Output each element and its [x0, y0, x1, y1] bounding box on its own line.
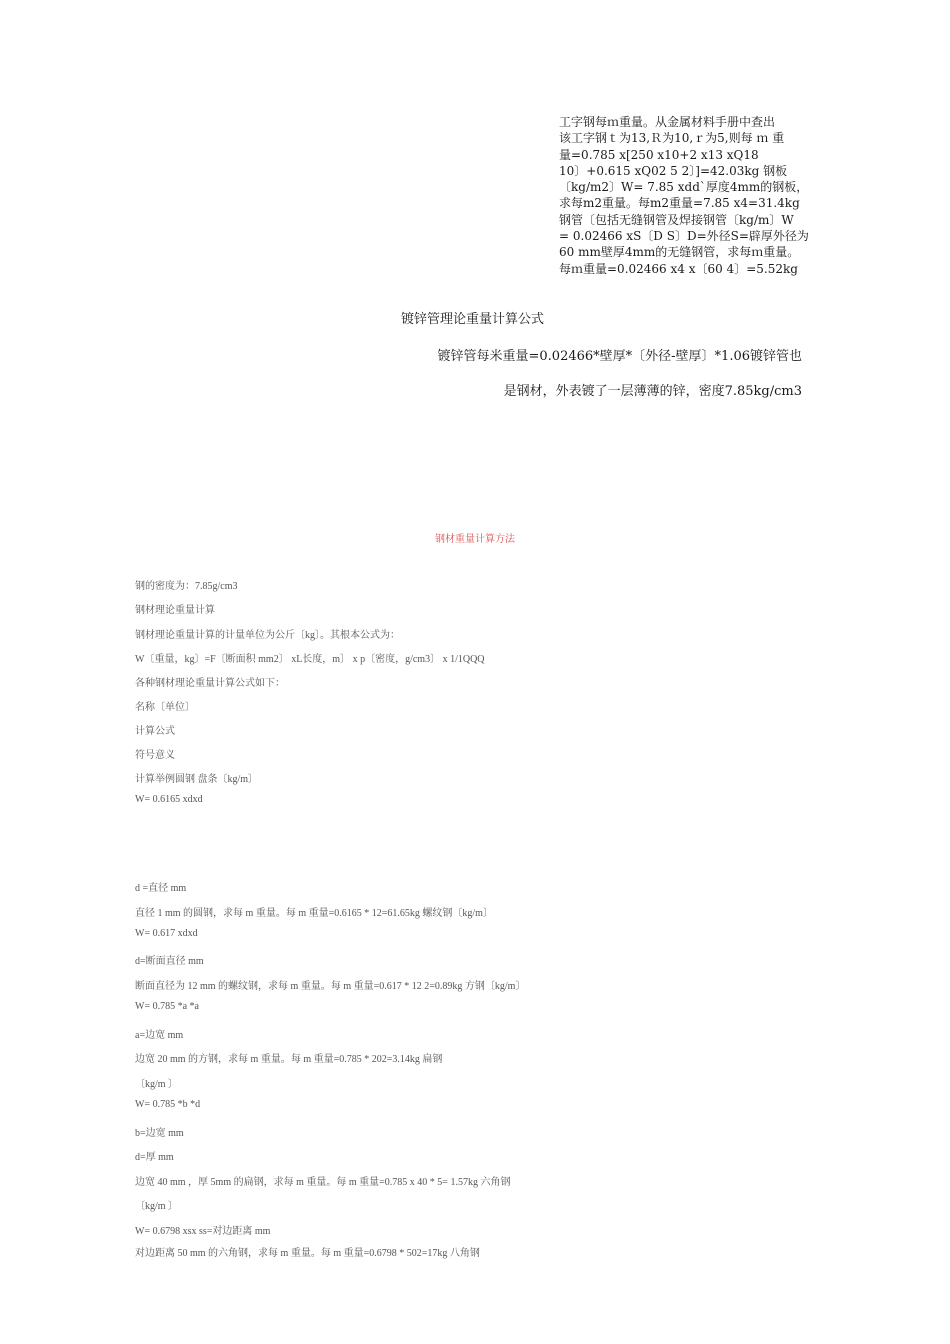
body-line: 断面直径为 12 mm 的螺纹钢，求每 m 重量。每 m 重量=0.617 * 12 2=0.89kg 方钢〔kg/m〕 — [135, 981, 526, 992]
body-line: 钢材理论重量计算 — [135, 605, 215, 616]
paragraph-line: 10〕+0.615 xQ02 5 2〕]=42.03kg 钢板 — [559, 163, 788, 178]
formula-paragraph — [559, 114, 821, 277]
paragraph-line: = 0.02466 xS〔D S〕D=外径S=辟厚外径为 — [559, 229, 809, 244]
body-line: 边宽 20 mm 的方钢，求每 m 重量。每 m 重量=0.785 * 202=3.14kg 扁钢 — [135, 1054, 443, 1065]
body-line: 钢的密度为：7.85g/cm3 — [135, 581, 238, 592]
body-line: 直径 1 mm 的圆钢，求每 m 重量。每 m 重量=0.6165 * 12=61.65kg 螺纹钢〔kg/m〕 — [135, 908, 493, 919]
body-line: W= 0.785 *b *d — [135, 1099, 201, 1110]
paragraph-line: 钢管〔包括无缝钢管及焊接钢管〔kg/m〕W — [559, 212, 794, 227]
body-line: b=边宽 mm — [135, 1128, 184, 1139]
body-line: 〔kg/m 〕 — [135, 1079, 179, 1090]
body-line: a=边宽 mm — [135, 1030, 184, 1041]
galvanized-pipe-heading: 镀锌管理论重量计算公式 — [401, 312, 545, 327]
body-line: W〔重量，kg〕=F〔断面积 mm2〕 xL长度，m〕 x p〔密度，g/cm3〕 x 1/1QQQ — [135, 654, 485, 665]
body-line: 钢材理论重量计算的计量单位为公斤〔kg〕。其根本公式为： — [135, 630, 400, 641]
section-title: 钢材重量计算方法 — [435, 534, 515, 545]
paragraph-line: 量=0.785 x[250 x10+2 x13 xQ18 — [559, 147, 759, 162]
body-line: 各种钢材理论重量计算公式如下： — [135, 678, 285, 689]
paragraph-line: 〔kg/m2〕W= 7.85 xdd`厚度4mm的钢板， — [559, 180, 809, 195]
galvanized-pipe-formula: 镀锌管每米重量=0.02466*壁厚*〔外径-壁厚〕*1.06镀锌管也 — [437, 349, 802, 364]
body-line: 计算公式 — [135, 726, 175, 737]
galvanized-pipe-note: 是钢材，外表镀了一层薄薄的锌，密度7.85kg/cm3 — [503, 384, 802, 399]
body-line: W= 0.6798 xsx ss=对边距离 mm — [135, 1226, 271, 1237]
body-line: W= 0.617 xdxd — [135, 928, 198, 939]
body-line: 名称〔单位〕 — [135, 702, 195, 713]
body-line: d=厚 mm — [135, 1152, 174, 1163]
body-line: 边宽 40 mm ，厚 5mm 的扁钢，求每 m 重量。每 m 重量=0.785 x 40 * 5= 1.57kg 六角钢 — [135, 1177, 511, 1188]
body-line: W= 0.6165 xdxd — [135, 794, 203, 805]
body-line: 符号意义 — [135, 750, 175, 761]
body-line: d=断面直径 mm — [135, 956, 204, 967]
paragraph-line: 求每m2重量。每m2重量=7.85 x4=31.4kg — [559, 196, 800, 211]
body-line: d =直径 mm — [135, 883, 187, 894]
paragraph-line: 该工字钢ｔ为13,Ｒ为10,ｒ为5,则每 ｍ 重 — [559, 131, 785, 146]
body-line: W= 0.785 *a *a — [135, 1001, 199, 1012]
body-line: 〔kg/m 〕 — [135, 1201, 179, 1212]
body-line: 对边距离 50 mm 的六角钢，求每 m 重量。每 m 重量=0.6798 * 502=17kg 八角钢 — [135, 1248, 480, 1259]
paragraph-line: 每ｍ重量=0.02466 x4 x〔60 4〕=5.52kg — [559, 261, 798, 276]
body-line: 计算举例圆钢 盘条〔kg/m〕 — [135, 774, 259, 785]
paragraph-line: 工字钢每ｍ重量。从金属材料手册中查出 — [559, 115, 776, 129]
paragraph-line: 60 mm壁厚4mm的无缝钢管，求每ｍ重量。 — [559, 245, 800, 260]
